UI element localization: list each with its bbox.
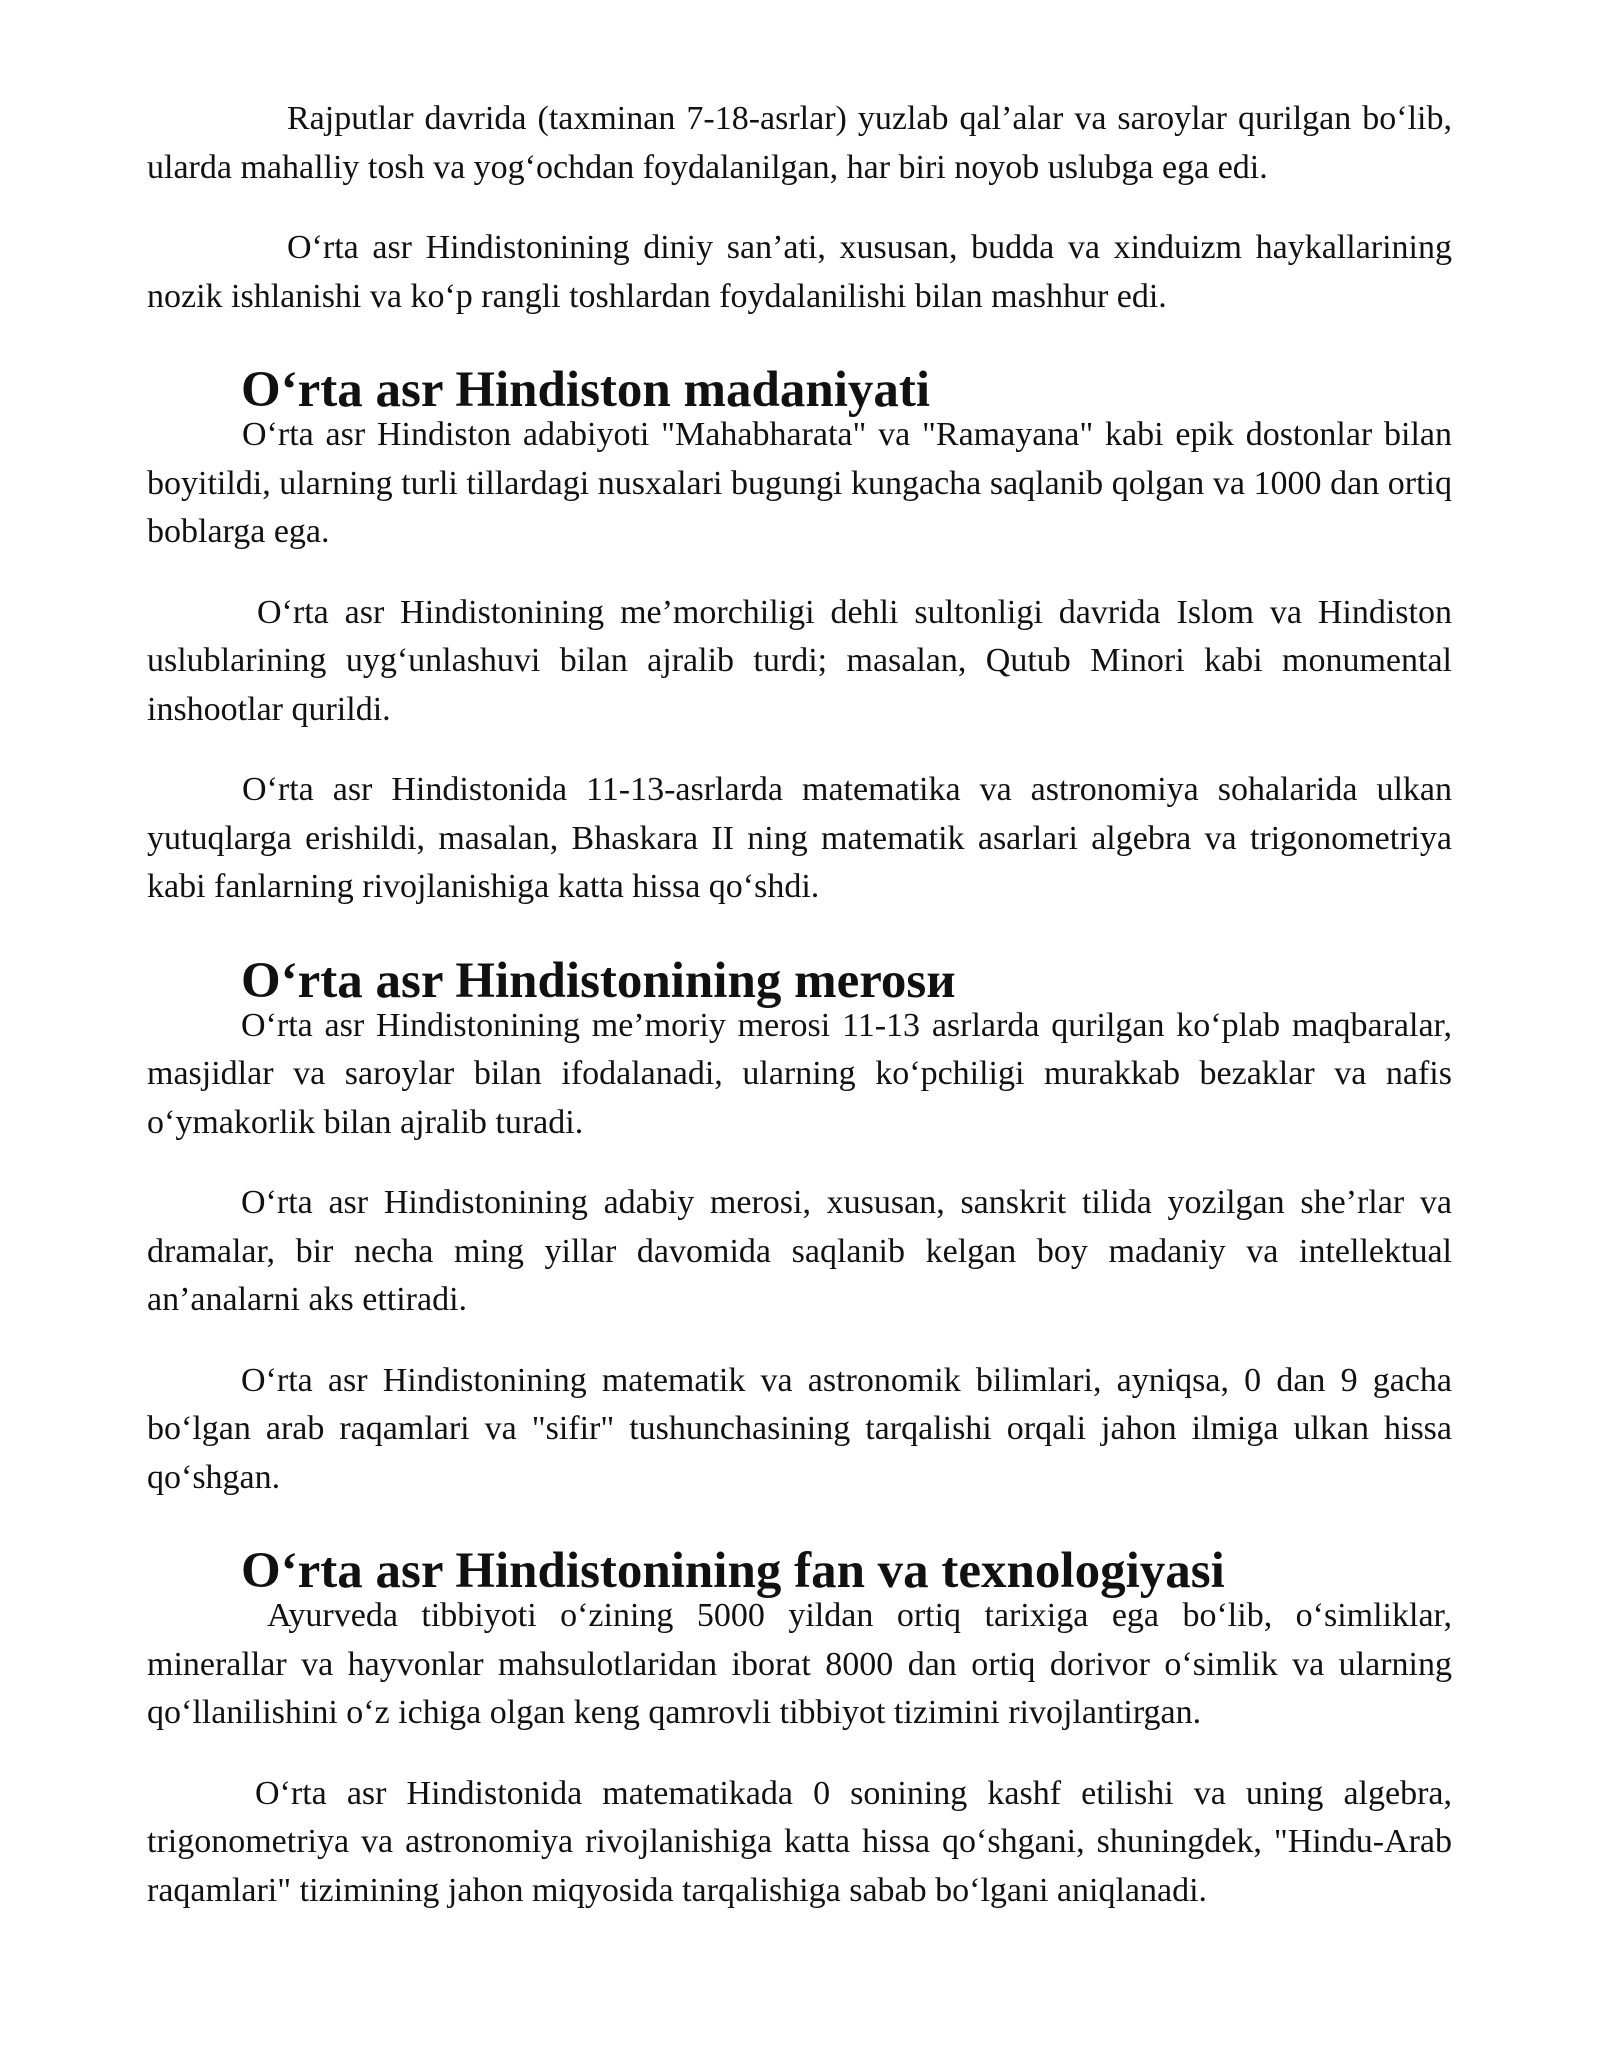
spacer	[147, 557, 1452, 589]
paragraph-diniy-sanat: O‘rta asr Hindistonining diniy san’ati, xususan, budda va xinduizm haykallarining nozik ishlanishi va ko‘p rangli toshlardan foydalanilishi bilan mashhur edi.	[147, 229, 1452, 315]
paragraph-ayurveda: Ayurveda tibbiyoti o‘zining 5000 yildan ortiq tarixiga ega bo‘lib, o‘simliklar, minerallar va hayvonlar mahsulotlaridan iborat 8000 dan ortiq dorivor o‘simlik va ularning qo‘llanilishini o‘z ichiga olgan keng qamrovli tibbiyot tizimini rivojlantirgan.	[147, 1597, 1452, 1731]
spacer	[147, 1738, 1452, 1770]
paragraph-memorchiligi: O‘rta asr Hindistonining me’morchiligi dehli sultonligi davrida Islom va Hindiston uslublarining uyg‘unlashuvi bilan ajralib turdi; masalan, Qutub Minori kabi monumental inshootlar qurildi.	[147, 593, 1452, 728]
spacer	[147, 1325, 1452, 1357]
paragraph-nol-soni: O‘rta asr Hindistonida matematikada 0 sonining kashf etilishi va uning algebra, trigonometriya va astronomiya rivojlanishiga katta hissa qo‘shgani, shuningdek, "Hindu-Arab raqamlari" tizimining jahon miqyosida tarqalishiga sabab bo‘lgani aniqlanadi.	[147, 1774, 1452, 1909]
paragraph-adabiyoti: O‘rta asr Hindiston adabiyoti "Mahabharata" va "Ramayana" kabi epik dostonlar bilan boyitildi, ularning turli tillardagi nusxalari bugungi kungacha saqlanib qolgan va 1000 dan ortiq boblarga ega.	[147, 416, 1452, 550]
paragraph-matematika-astronomiya: O‘rta asr Hindistonida 11-13-asrlarda matematika va astronomiya sohalarida ulkan yutuqlarga erishildi, masalan, Bhaskara II ning matematik asarlari algebra va trigonometriya kabi fanlarning rivojlanishiga katta hissa qo‘shdi.	[147, 771, 1452, 905]
spacer	[147, 734, 1452, 766]
heading-madaniyati: O‘rta asr Hindiston madaniyati	[241, 362, 931, 418]
heading-merosi: O‘rta asr Hindistonining merosи	[241, 952, 956, 1009]
heading-fan-texnologiyasi: O‘rta asr Hindistonining fan va texnologiyasi	[241, 1543, 1225, 1599]
document-page	[147, 95, 1452, 1915]
spacer	[147, 192, 1452, 224]
spacer	[147, 1147, 1452, 1179]
paragraph-memoriy-merosi: O‘rta asr Hindistonining me’moriy merosi 11-13 asrlarda qurilgan ko‘plab maqbaralar, masjidlar va saroylar bilan ifodalanadi, ularning ko‘pchiligi murakkab bezaklar va nafis o‘ymakorlik bilan ajralib turadi.	[147, 1006, 1452, 1141]
paragraph-adabiy-merosi: O‘rta asr Hindistonining adabiy merosi, xususan, sanskrit tilida yozilgan she’rlar va dramalar, bir necha ming yillar davomida saqlanib kelgan boy madaniy va intellektual an’analarni aks ettiradi.	[147, 1184, 1452, 1318]
paragraph-rajputlar: Rajputlar davrida (taxminan 7-18-asrlar) yuzlab qal’alar va saroylar qurilgan bo‘lib, ularda mahalliy tosh va yog‘ochdan foydalanilgan, har biri noyob uslubga ega edi.	[147, 100, 1452, 186]
paragraph-matematik-bilimlari: O‘rta asr Hindistonining matematik va astronomik bilimlari, ayniqsa, 0 dan 9 gacha bo‘lgan arab raqamlari va "sifir" tushunchasining tarqalishi orqali jahon ilmiga ulkan hissa qo‘shgan.	[147, 1361, 1452, 1496]
